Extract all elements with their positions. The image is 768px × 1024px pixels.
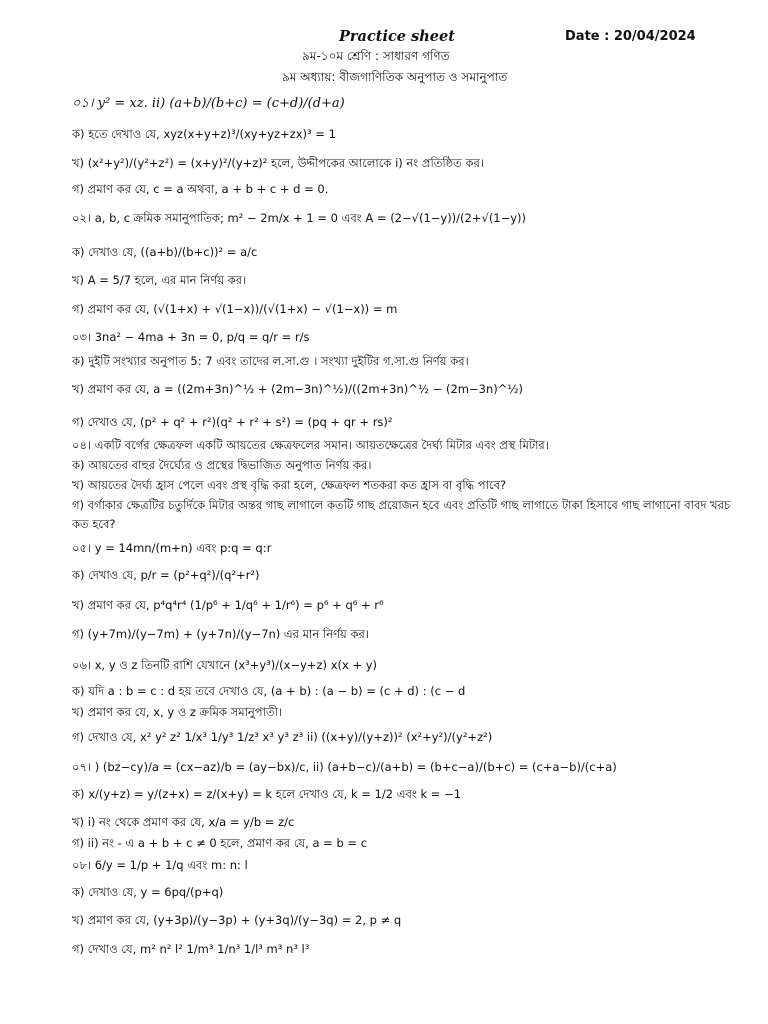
question-4-part-kha: খ) আয়তের দৈর্ঘ্য হ্রাস পেলে এবং প্রস্থ বৃদ্ধি করা হলে, ক্ষেত্রফল শতকরা কত হ্রাস বা বৃদ্ধি পাবে? — [72, 478, 507, 492]
question-8-part-ka: ক) দেখাও যে, y = 6pq/(p+q) — [72, 885, 224, 899]
question-5-stem: ০৫। y = 14mn/(m+n) এবং p:q = q:r — [72, 541, 272, 555]
question-5-part-ka: ক) দেখাও যে, p/r = (p²+q²)/(q²+r²) — [72, 568, 260, 582]
question-2-part-kha: খ) A = 5/7 হলে, এর মান নির্ণয় কর। — [72, 273, 247, 287]
question-1-stem: ০১। y² = xz. ii) (a+b)/(b+c) = (c+d)/(d+a) — [72, 96, 345, 111]
question-1-part-kha: খ) (x²+y²)/(y²+z²) = (x+y)²/(y+z)² হলে, উদ্দীপকের আলোকে i) নং প্রতিষ্ঠিত কর। — [72, 156, 484, 170]
question-8-part-kha: খ) প্রমাণ কর যে, (y+3p)/(y−3p) + (y+3q)/(y−3q) = 2, p ≠ q — [72, 913, 402, 927]
question-3-part-kha: খ) প্রমাণ কর যে, a = ((2m+3n)^½ + (2m−3n)^½)/((2m+3n)^½ − (2m−3n)^½) — [72, 382, 524, 396]
question-4-stem: ০৪। একটি বর্গের ক্ষেত্রফল একটি আয়তের ক্ষেত্রফলের সমান। আয়তক্ষেত্রের দৈর্ঘ্য মিটার এবং প্রস্থ মিটার। — [72, 438, 549, 452]
question-3-stem: ০৩। 3na² − 4ma + 3n = 0, p/q = q/r = r/s — [72, 330, 310, 344]
page-title: Practice sheet — [339, 28, 455, 45]
date-label: Date : 20/04/2024 — [565, 29, 696, 44]
question-5-part-kha: খ) প্রমাণ কর যে, p⁴q⁴r⁴ (1/p⁶ + 1/q⁶ + 1/r⁶) = p⁶ + q⁶ + r⁶ — [72, 598, 384, 612]
question-7-part-ga: গ) ii) নং - এ a + b + c ≠ 0 হলে, প্রমাণ কর যে, a = b = c — [72, 836, 368, 850]
question-3-part-ga: গ) দেখাও যে, (p² + q² + r²)(q² + r² + s²) = (pq + qr + rs)² — [72, 415, 393, 429]
question-6-stem: ০৬। x, y ও z তিনটি রাশি যেখানে (x³+y³)/(x−y+z) x(x + y) — [72, 658, 378, 672]
question-5-part-ga: গ) (y+7m)/(y−7m) + (y+7n)/(y−7n) এর মান নির্ণয় কর। — [72, 627, 369, 641]
question-4-part-ga: গ) বর্গাকার ক্ষেত্রটির চতুর্দিকে মিটার অন্তর গাছ লাগালে কতটি গাছ প্রয়োজন হবে এবং প্রতিটি গাছ লাগাতে টাকা হিসাবে গাছ লাগানো বাবদ খরচ — [72, 498, 731, 512]
question-6-part-ka: ক) যদি a : b = c : d হয় তবে দেখাও যে, (a + b) : (a − b) = (c + d) : (c − d — [72, 684, 466, 698]
question-2-part-ga: গ) প্রমাণ কর যে, (√(1+x) + √(1−x))/(√(1+x) − √(1−x)) = m — [72, 302, 398, 316]
question-3-part-ka: ক) দুইটি সংখ্যার অনুপাত 5: 7 এবং তাদের ল.সা.গু । সংখ্যা দুইটির গ.সা.গু নির্ণয় কর। — [72, 354, 469, 368]
question-7-stem: ০৭। ) (bz−cy)/a = (cx−az)/b = (ay−bx)/c, ii) (a+b−c)/(a+b) = (b+c−a)/(b+c) = (c+a−b)/(c+a) — [72, 760, 617, 774]
question-8-stem: ০৮। 6/y = 1/p + 1/q এবং m: n: l — [72, 858, 248, 872]
question-4-part-ga-cont: কত হবে? — [72, 517, 116, 531]
question-6-part-ga: গ) দেখাও যে, x² y² z² 1/x³ 1/y³ 1/z³ x³ y³ z³ ii) ((x+y)/(y+z))² (x²+y²)/(y²+z²) — [72, 730, 493, 744]
question-1-part-ka: ক) হতে দেখাও যে, xyz(x+y+z)³/(xy+yz+zx)³ = 1 — [72, 127, 336, 141]
question-4-part-ka: ক) আয়তের বাহুর দৈর্ঘ্যের ও প্রস্থের দ্বিভাজিত অনুপাত নির্ণয় কর। — [72, 458, 372, 472]
question-6-part-kha: খ) প্রমাণ কর যে, x, y ও z ক্রমিক সমানুপাতী। — [72, 705, 282, 719]
question-2-stem: ০২। a, b, c ক্রমিক সমানুপাতিক; m² − 2m/x + 1 = 0 এবং A = (2−√(1−y))/(2+√(1−y)) — [72, 211, 527, 225]
question-1-part-ga: গ) প্রমাণ কর যে, c = a অথবা, a + b + c + d = 0. — [72, 182, 329, 196]
question-8-part-ga: গ) দেখাও যে, m² n² l² 1/m³ 1/n³ 1/l³ m³ n³ l³ — [72, 942, 310, 956]
question-2-part-ka: ক) দেখাও যে, ((a+b)/(b+c))² = a/c — [72, 245, 258, 259]
subtitle-chapter: ৯ম অধ্যায়: বীজগাণিতিক অনুপাত ও সমানুপাত — [282, 70, 508, 84]
question-7-part-kha: খ) i) নং থেকে প্রমাণ কর যে, x/a = y/b = z/c — [72, 815, 295, 829]
question-7-part-ka: ক) x/(y+z) = y/(z+x) = z/(x+y) = k হলে দেখাও যে, k = 1/2 এবং k = −1 — [72, 787, 462, 801]
subtitle-class: ৯ম-১০ম শ্রেণি : সাধারণ গণিত — [302, 49, 450, 63]
